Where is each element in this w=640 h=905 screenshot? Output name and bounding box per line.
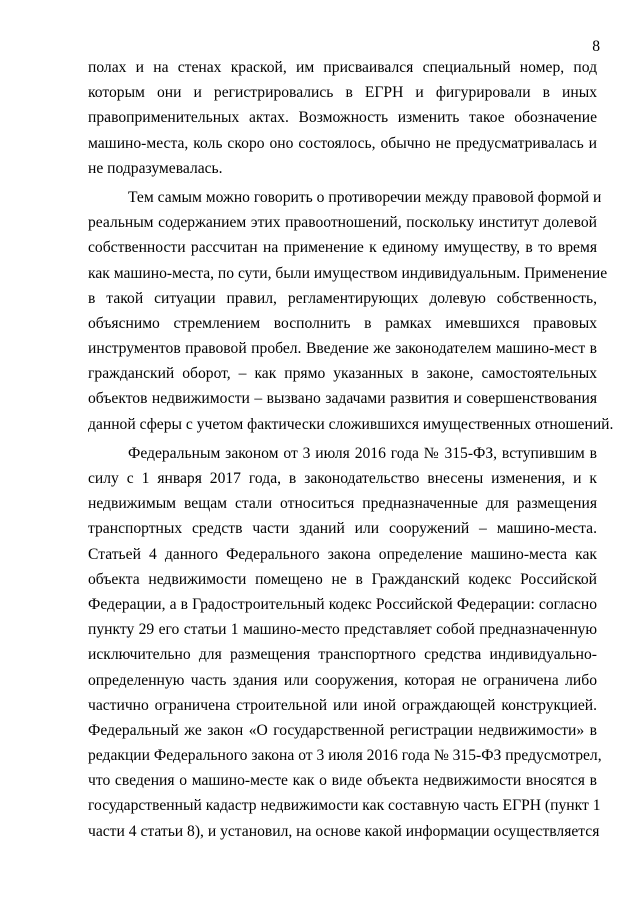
text-line: пункту 29 его статьи 1 машино-место представляет собой предназначенную xyxy=(88,621,597,639)
text-line: силу с 1 января 2017 года, в законодательство внесены изменения, и к xyxy=(88,470,597,487)
text-line: редакции Федерального закона от 3 июля 2016 года № 315-ФЗ предусмотрел, xyxy=(88,747,602,765)
text-line: определенную часть здания или сооружения, которая не ограничена либо xyxy=(88,671,597,689)
page-number: 8 xyxy=(592,38,600,55)
text-line: Тем самым можно говорить о противоречии между правовой формой и xyxy=(128,188,602,206)
text-line: транспортных средств части зданий или сооружений – машино-места. xyxy=(88,520,597,538)
text-line: частично ограничена строительной или иной ограждающей конструкцией. xyxy=(88,696,597,714)
text-line: исключительно для размещения транспортного средства индивидуально- xyxy=(88,646,597,664)
text-line: полах и на стенах краской, им присваивался специальный номер, под xyxy=(88,59,597,76)
text-line: недвижимым вещам стали относиться предназначенные для размещения xyxy=(88,495,597,513)
paragraph xyxy=(88,441,602,844)
text-line: что сведения о машино-месте как о виде объекта недвижимости вносятся в xyxy=(88,772,597,790)
text-line: объектов недвижимости – вызвано задачами развития и совершенствования xyxy=(88,390,597,408)
text-line: в такой ситуации правил, регламентирующих долевую собственность, xyxy=(88,289,597,307)
text-line: части 4 статьи 8), и установил, на основе какой информации осуществляется xyxy=(88,822,600,840)
text-line: Статьей 4 данного Федерального закона определение машино-места как xyxy=(88,545,597,563)
paragraph xyxy=(88,55,597,181)
text-line: как машино-места, по сути, были имуществом индивидуальным. Применение xyxy=(88,264,608,282)
text-line: собственности рассчитан на применение к единому имуществу, в то время xyxy=(88,239,597,257)
text-line: которым они и регистрировались в ЕГРН и фигурировали в иных xyxy=(88,84,597,102)
text-line: данной сферы с учетом фактически сложившихся имущественных отношений. xyxy=(88,415,614,433)
text-line: Федеральным законом от 3 июля 2016 года № 315-ФЗ, вступившим в xyxy=(128,444,597,462)
text-line: реальным содержанием этих правоотношений, поскольку институт долевой xyxy=(88,214,597,232)
text-line: правоприменительных актах. Возможность изменить такое обозначение xyxy=(88,109,597,127)
text-line: государственный кадастр недвижимости как составную часть ЕГРН (пункт 1 xyxy=(88,797,601,815)
text-line: инструментов правовой пробел. Введение же законодателем машино-мест в xyxy=(88,340,597,358)
text-line: машино-места, коль скоро оно состоялось, обычно не предусматривалась и xyxy=(88,134,597,152)
text-line: не подразумевалась. xyxy=(88,159,223,177)
text-line: гражданский оборот, – как прямо указанных в законе, самостоятельных xyxy=(88,365,597,383)
paragraph xyxy=(88,185,614,437)
document-body xyxy=(88,55,614,844)
text-line: объекта недвижимости помещено не в Гражданский кодекс Российской xyxy=(88,570,597,588)
text-line: Федерации, а в Градостроительный кодекс Российской Федерации: согласно xyxy=(88,595,597,613)
text-line: Федеральный же закон «О государственной регистрации недвижимости» в xyxy=(88,721,597,739)
text-line: объяснимо стремлением восполнить в рамках имевшихся правовых xyxy=(88,314,597,332)
